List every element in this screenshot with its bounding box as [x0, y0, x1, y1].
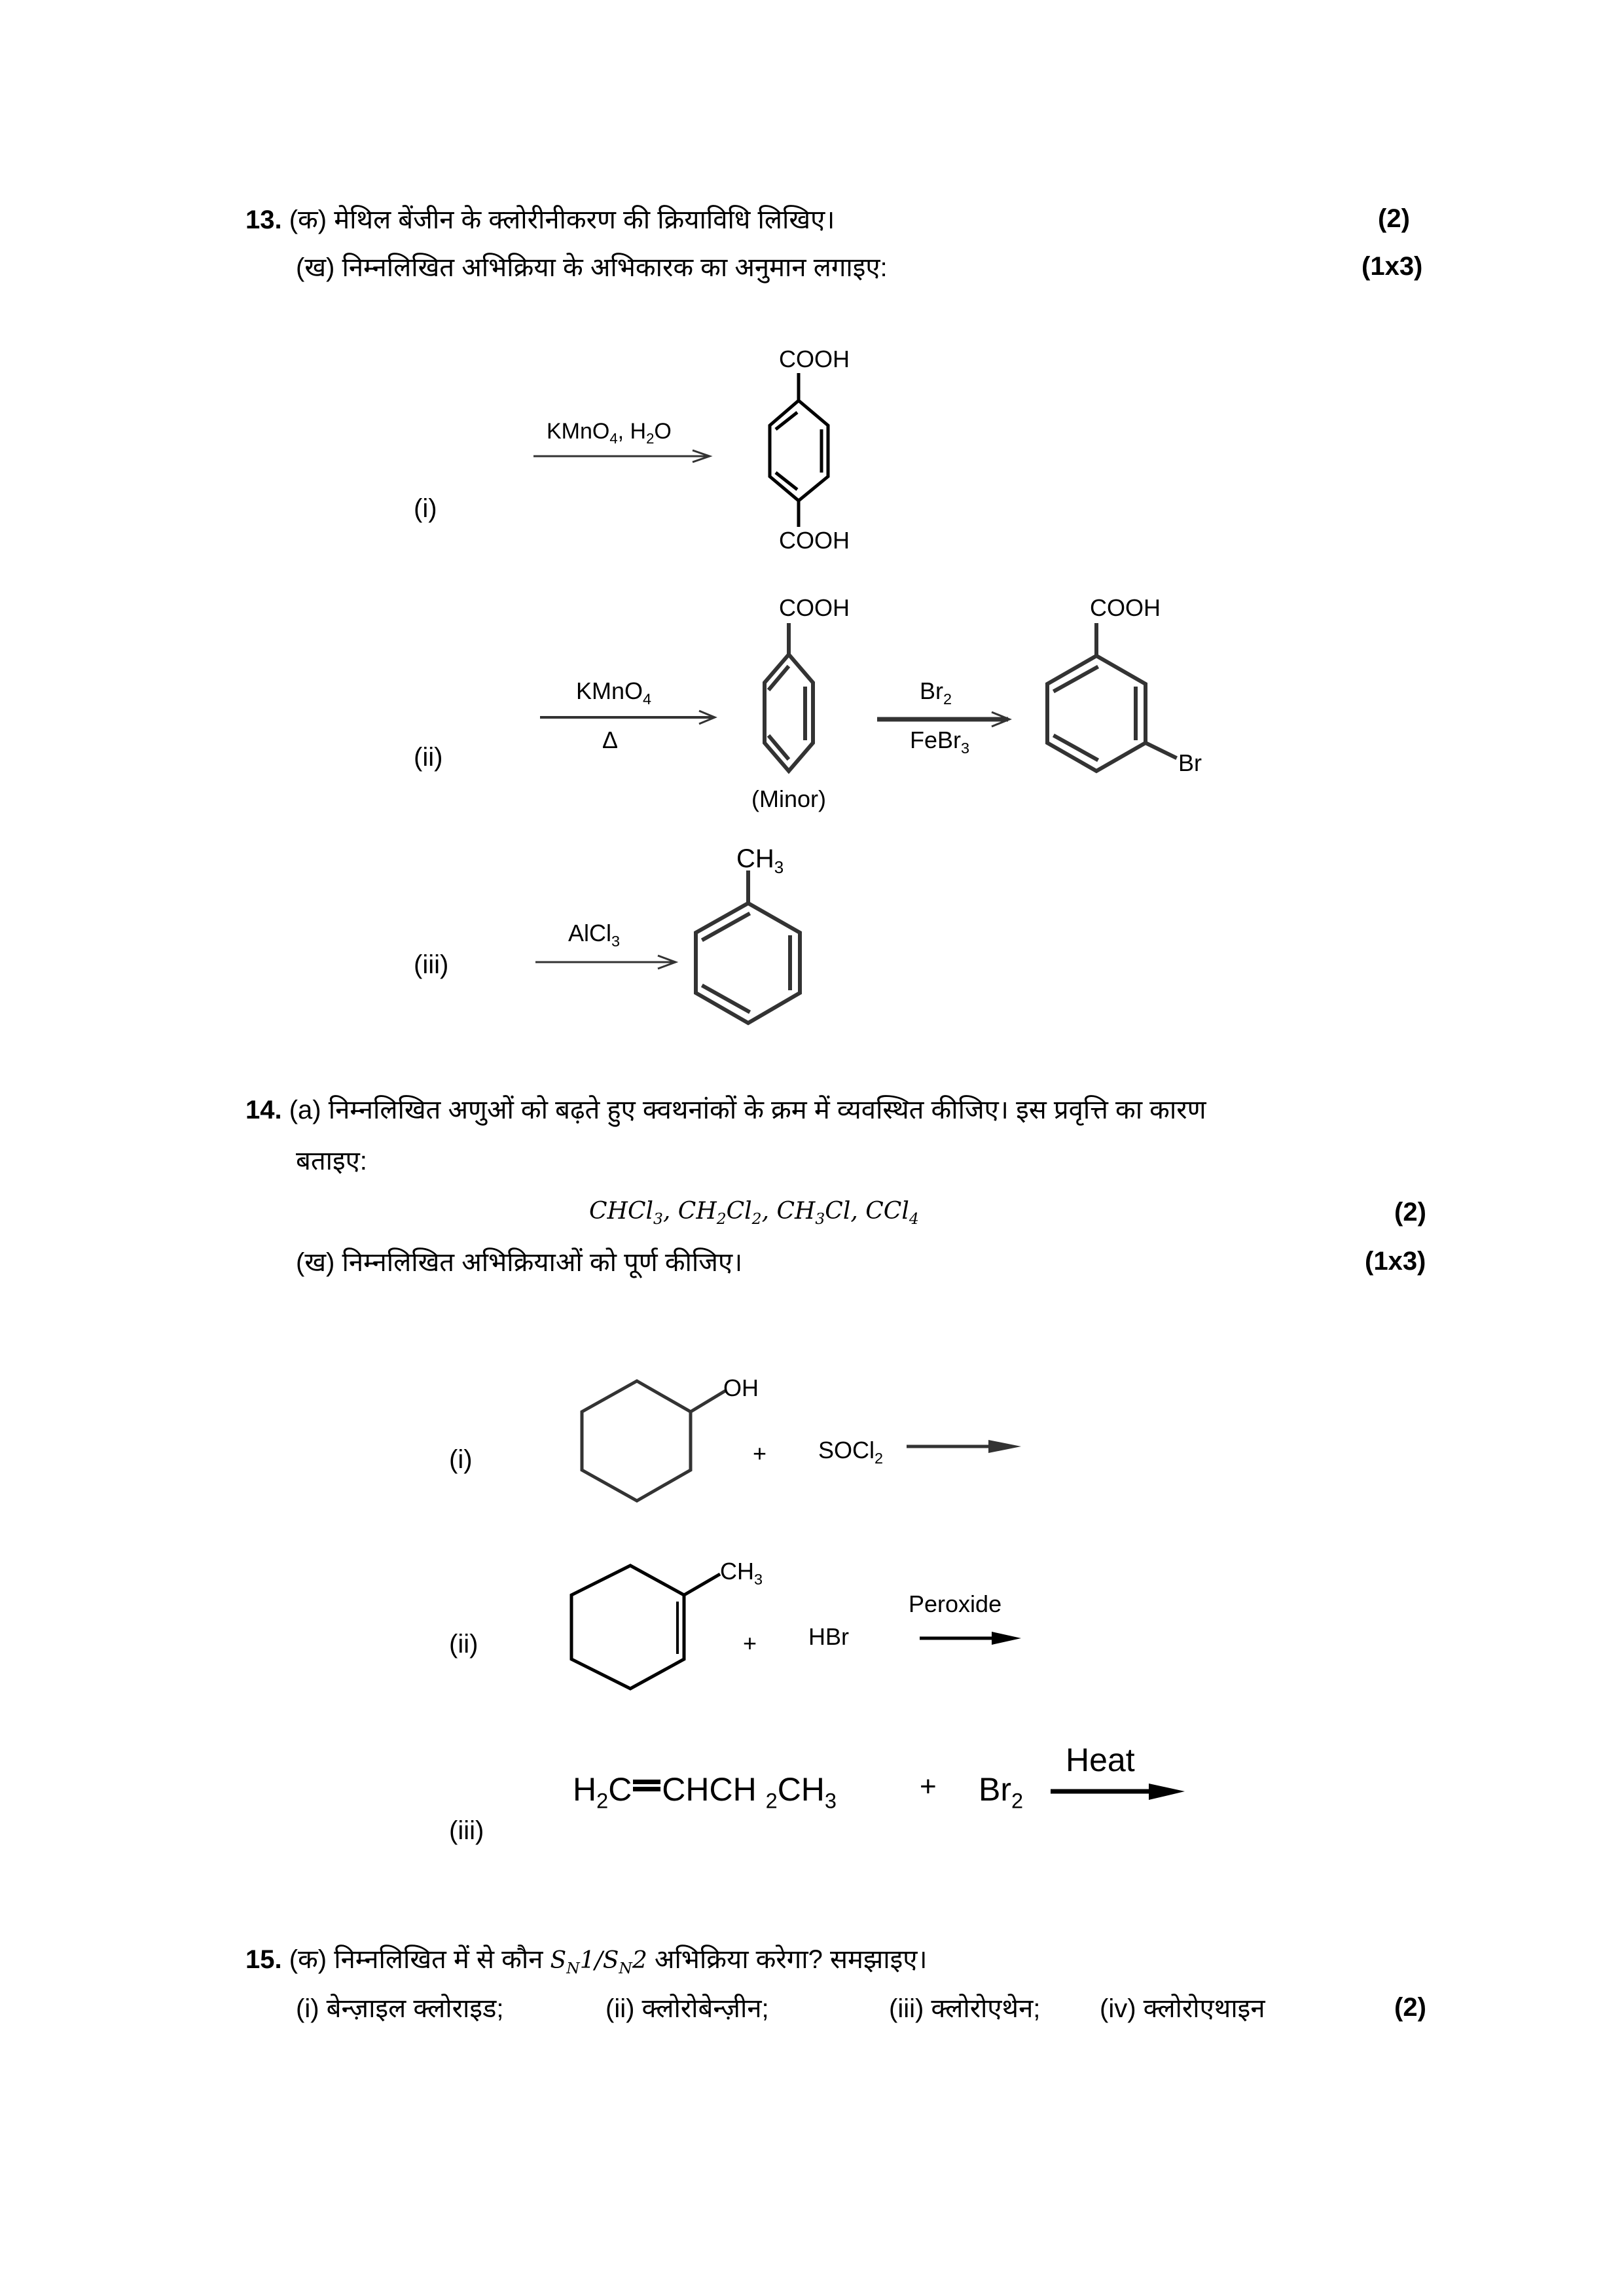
reaction-label: (iii) [449, 1816, 484, 1845]
minor-note: (Minor) [751, 785, 826, 812]
part-label: (a) [289, 1096, 321, 1124]
formula-list: CHCl$_3$, $CH_2Cl_2$, $CH_3Cl$, CCl$_4$ [589, 1198, 919, 1229]
question-text: निम्नलिखित में से कौन [334, 1945, 543, 1974]
part-label: (क) [289, 1945, 327, 1974]
group-cooh: COOH [1090, 594, 1161, 621]
option-1: (i) बेन्ज़ाइल क्लोराइड; [296, 1994, 504, 2023]
question-text: निम्नलिखित अणुओं को बढ़ते हुए क्वथनांकों के क्रम में व्यवस्थित कीजिए। इस प्रवृत्ति का कारण [328, 1096, 1206, 1124]
reagent-kmno4: KMnO$_4$ [576, 677, 652, 708]
marks: (1x3) [1362, 252, 1423, 281]
reaction-label: (ii) [449, 1630, 478, 1659]
reagent-alcl3: AlCl$_3$ [568, 920, 621, 950]
group-ch3: $CH_3$ [736, 844, 784, 878]
reagent-socl2: SOCl$_2$ [818, 1437, 884, 1467]
reaction-label: (iii) [414, 950, 449, 979]
part-label: (ख) [296, 253, 335, 282]
reagent-kmno4-h2o: KMnO$_4$, $H_2O$ [547, 419, 672, 447]
reactant-butene: $H_2C$ CHCH $_2CH_3$ [573, 1771, 837, 1813]
question-number: 14. [245, 1096, 282, 1124]
group-cooh: COOH [779, 594, 850, 621]
group-ch3: $CH_3$ [720, 1558, 763, 1588]
option-4: (iv) क्लोरोएथाइन [1100, 1994, 1265, 2023]
condition-peroxide: Peroxide [909, 1590, 1002, 1617]
question-text-continued: बताइए: [296, 1147, 367, 1175]
question-text: निम्नलिखित अभिक्रिया के अभिकारक का अनुमान लगाइए: [342, 253, 888, 282]
group-br: Br [1178, 749, 1202, 776]
group-cooh-bottom: COOH [779, 527, 850, 554]
reagent-febr3: FeBr$_3$ [910, 726, 970, 757]
reagent-hbr: HBr [808, 1623, 849, 1650]
marks: (1x3) [1365, 1247, 1426, 1276]
question-text: मेथिल बेंजीन के क्लोरीनीकरण की क्रियाविधि लिखिए। [334, 206, 835, 234]
reagent-br2: $Br_2$ [979, 1771, 1024, 1813]
option-3: (iii) क्लोरोएथेन; [889, 1994, 1041, 2023]
plus-sign: + [753, 1440, 767, 1467]
question-number: 15. [245, 1945, 282, 1974]
math-sn1-sn2: $S_N1/S_N2$ [550, 1947, 647, 1978]
plus-sign: + [920, 1770, 937, 1803]
marks: (2) [1394, 1993, 1426, 2022]
reaction-label: (i) [449, 1445, 473, 1474]
q15-part-a-line [245, 1944, 927, 1977]
group-cooh-top: COOH [779, 346, 850, 372]
reagent-br2: $Br_2$ [920, 677, 952, 708]
reagent-heat-delta: Δ [602, 726, 619, 753]
condition-heat: Heat [1066, 1742, 1135, 1778]
reaction-label: (i) [414, 494, 437, 523]
question-number: 13. [245, 206, 282, 234]
question-text: अभिक्रिया करेगा? समझाइए। [654, 1945, 928, 1974]
marks: (2) [1378, 204, 1410, 233]
part-label: (क) [289, 206, 327, 234]
question-text: निम्नलिखित अभिक्रियाओं को पूर्ण कीजिए। [342, 1248, 743, 1277]
reaction-label: (ii) [414, 743, 443, 772]
group-oh: OH [723, 1374, 759, 1401]
marks: (2) [1394, 1198, 1426, 1227]
option-2: (ii) क्लोरोबेन्ज़ीन; [605, 1994, 769, 2023]
part-label: (ख) [296, 1248, 335, 1277]
plus-sign: + [743, 1630, 757, 1657]
